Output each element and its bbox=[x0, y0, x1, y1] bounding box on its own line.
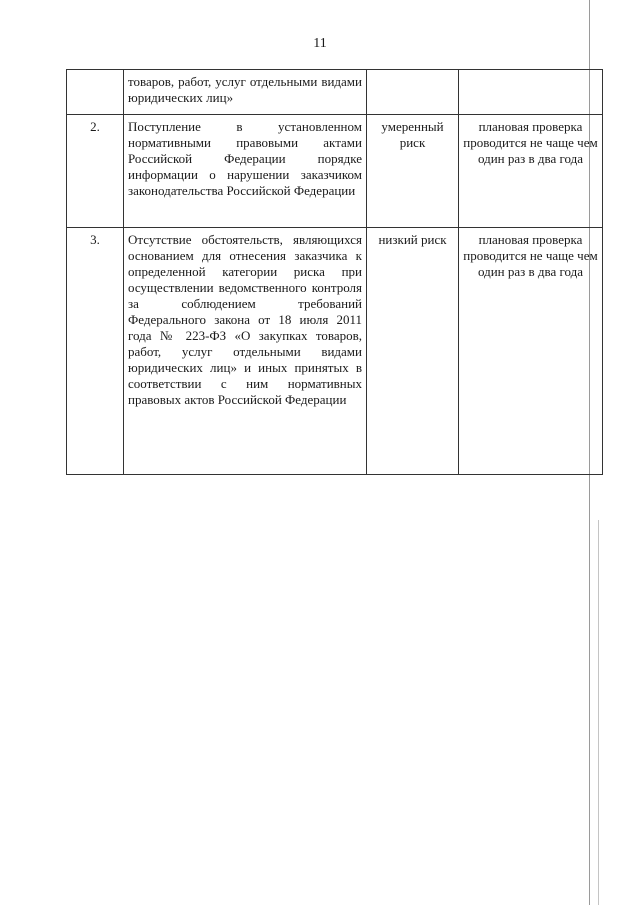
row-number-cell: 2. bbox=[67, 115, 124, 228]
row-number-cell: 3. bbox=[67, 228, 124, 475]
table-row bbox=[67, 70, 603, 115]
criteria-cell: Отсутствие обстоятельств, являющихся основанием для отнесения заказчика к определенной категории риска при осуществлении ведомственного контроля за соблюдением требований Федерального закона от 18 июля 2011 года № 223-ФЗ «О закупках товаров, работ, услуг отдельными видами юридических лиц» и иных принятых в соответствии с ним нормативных правовых актов Российской Федерации bbox=[124, 228, 367, 475]
risk-category-cell: низкий риск bbox=[367, 228, 459, 475]
risk-category-cell bbox=[367, 70, 459, 115]
control-measure-cell: плановая проверка проводится не чаще чем один раз в два года bbox=[459, 115, 603, 228]
risk-category-cell: умеренный риск bbox=[367, 115, 459, 228]
scan-edge-line-secondary bbox=[598, 520, 599, 905]
risk-criteria-table bbox=[66, 69, 603, 475]
table-row bbox=[67, 228, 603, 475]
control-measure-cell bbox=[459, 70, 603, 115]
criteria-cell: товаров, работ, услуг отдельными видами юридических лиц» bbox=[124, 70, 367, 115]
control-measure-cell: плановая проверка проводится не чаще чем один раз в два года bbox=[459, 228, 603, 475]
page-number: 11 bbox=[313, 36, 327, 51]
row-number-cell bbox=[67, 70, 124, 115]
table-row bbox=[67, 115, 603, 228]
criteria-cell: Поступление в установленном нормативными правовыми актами Российской Федерации порядке информации о нарушении заказчиком законодательства Российской Федерации bbox=[124, 115, 367, 228]
